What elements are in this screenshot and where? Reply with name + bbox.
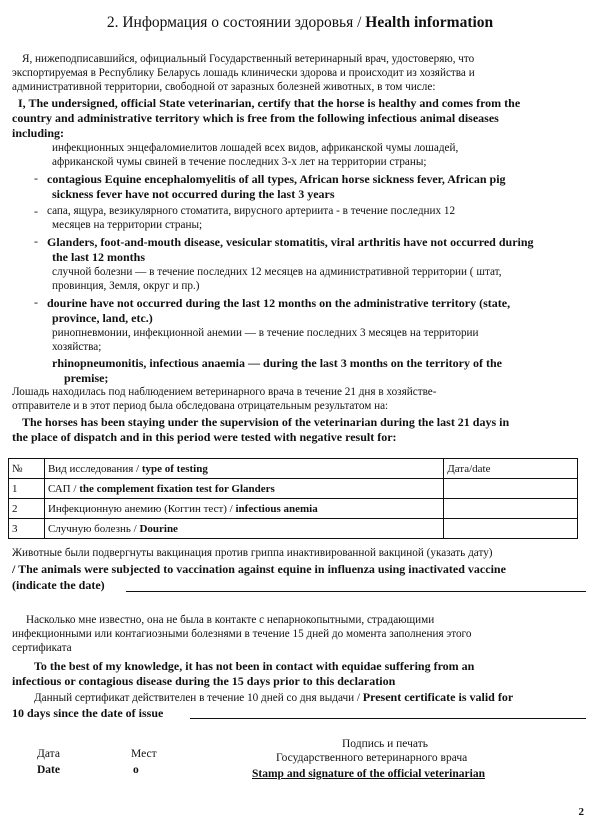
validity-en-2: 10 days since the date of issue [12,706,164,720]
item2-en-1: Glanders, foot-and-mouth disease, vesicular stomatitis, viral arthritis have not occurred during [47,235,534,249]
vaccination-en-2: (indicate the date) [12,578,105,592]
intro-en-2: country and administrative territory which is free from the following infectious animal diseases [12,111,499,125]
row-test [44,479,443,499]
row-test [44,519,443,539]
header-type-ru: Вид исследования / [47,462,140,475]
validity-en-1: Present certificate is valid for [362,690,514,704]
validity-ru: Данный сертификат действителен в течение 10 дней со дня выдачи / [34,692,360,704]
header-type [44,459,443,479]
item4-en-1: rhinopneumonitis, infectious anaemia — during the last 3 months on the territory of the [52,356,502,370]
vaccination-ru: Животные были подвергнуты вакцинация против гриппа инактивированной вакциной (указать дату) [12,547,493,559]
bullet-dash: - [34,204,38,218]
title-ru: 2. Информация о состоянии здоровья / [106,14,362,31]
title-en: Health information [365,14,494,31]
tests-table [8,458,578,539]
bullet-dash: - [34,295,38,309]
contact-ru-3: сертификата [12,642,72,654]
section-title [0,14,600,32]
signature-label-ru-2: Государственного ветеринарного врача [276,752,468,764]
row-num: 3 [9,519,45,539]
item4-ru-1: ринопневмонии, инфекционной анемии — в течение последних 3 месяцев на территории [52,327,479,339]
place-label-en: о [133,764,139,776]
item1-ru-2: африканской чумы свиней в течение последних 3-х лет на территории страны; [52,156,427,168]
row-test-en: infectious anemia [235,502,318,515]
item4-ru-2: хозяйства; [52,341,102,353]
supervision-en-2: the place of dispatch and in this period were tested with negative result for: [12,430,397,444]
item1-en-1: contagious Equine encephalomyelitis of all types, African horse sickness fever, African pig [47,172,506,186]
row-date-cell[interactable] [444,519,578,539]
intro-en-1: I, The undersigned, official State veterinarian, certify that the horse is healthy and comes from the [18,96,521,110]
row-num: 1 [9,479,45,499]
item2-ru-2: месяцев на территории страны; [52,219,203,231]
item1-en-2: sickness fever have not occurred during the last 3 years [52,187,335,201]
row-test-ru: Инфекционную анемию (Коггин тест) / [47,502,233,515]
bullet-dash: - [34,171,38,185]
table-row [9,499,578,519]
page-number: 2 [578,806,584,818]
row-test-ru: Случную болезнь / [47,522,137,535]
date-label-ru: Дата [37,748,60,760]
header-num: № [9,459,45,479]
item2-ru-1: сапа, ящура, везикулярного стоматита, вирусного артериита - в течение последних 12 [47,205,456,217]
row-test-en: Dourine [139,522,178,535]
place-label-ru: Мест [131,748,157,760]
item1-ru-1: инфекционных энцефаломиелитов лошадей всех видов, африканской чумы лошадей, [52,142,459,154]
item3-ru-2: провинция, Земля, округ и пр.) [52,280,200,292]
validity-line-rule [190,718,586,719]
item4-en-2: premise; [64,371,109,385]
row-date-cell[interactable] [444,479,578,499]
intro-ru-2: экспортируемая в Республику Беларусь лошадь клинически здорова и происходит из хозяйства и [12,67,475,79]
contact-ru-1: Насколько мне известно, она не была в контакте с непарнокопытными, страдающими [26,614,435,626]
date-label-en: Date [37,764,60,776]
signature-label-en[interactable]: Stamp and signature of the official veterinarian [252,768,485,780]
item3-ru-1: случной болезни — в течение последних 12 месяцев на административной территории ( штат, [52,266,502,278]
contact-en-2: infectious or contagious disease during the 15 days prior to this declaration [12,674,396,688]
row-num: 2 [9,499,45,519]
bullet-dash: - [34,234,38,248]
table-header-row [9,459,578,479]
row-date-cell[interactable] [444,499,578,519]
row-test-ru: САП / [47,482,77,495]
vaccination-en-1: / The animals were subjected to vaccination against equine in influenza using inactivated vaccine [12,562,506,576]
header-date: Дата/date [444,459,578,479]
table-row [9,519,578,539]
item3-en-1: dourine have not occurred during the last 12 months on the administrative territory (state, [47,296,511,310]
supervision-ru-1: Лошадь находилась под наблюдением ветеринарного врача в течение 21 дня в хозяйстве- [12,386,437,398]
item2-en-2: the last 12 months [52,250,146,264]
row-test [44,499,443,519]
item3-en-2: province, land, etc.) [52,311,153,325]
supervision-ru-2: отправителе и в этот период была обследована отрицательным результатом на: [12,400,389,412]
contact-ru-2: инфекционными или контагиозными болезнями в течение 15 дней до момента заполнения этого [12,628,472,640]
supervision-en-1: The horses has been staying under the supervision of the veterinarian during the last 21 days in [22,415,510,429]
table-row [9,479,578,499]
validity-line [34,690,513,706]
row-test-en: the complement fixation test for Glanders [79,482,275,495]
contact-en-1: To the best of my knowledge, it has not been in contact with equidae suffering from an [34,659,475,673]
intro-ru-3: административной территории, свободной от заразных болезней животных, в том числе: [12,81,436,93]
intro-ru-1: Я, нижеподписавшийся, официальный Государственный ветеринарный врач, удостоверяю, что [22,53,475,65]
signature-label-ru-1: Подпись и печать [342,738,428,750]
header-type-en: type of testing [141,462,208,475]
intro-en-3: including: [12,126,65,140]
vaccination-date-line[interactable] [126,591,586,592]
